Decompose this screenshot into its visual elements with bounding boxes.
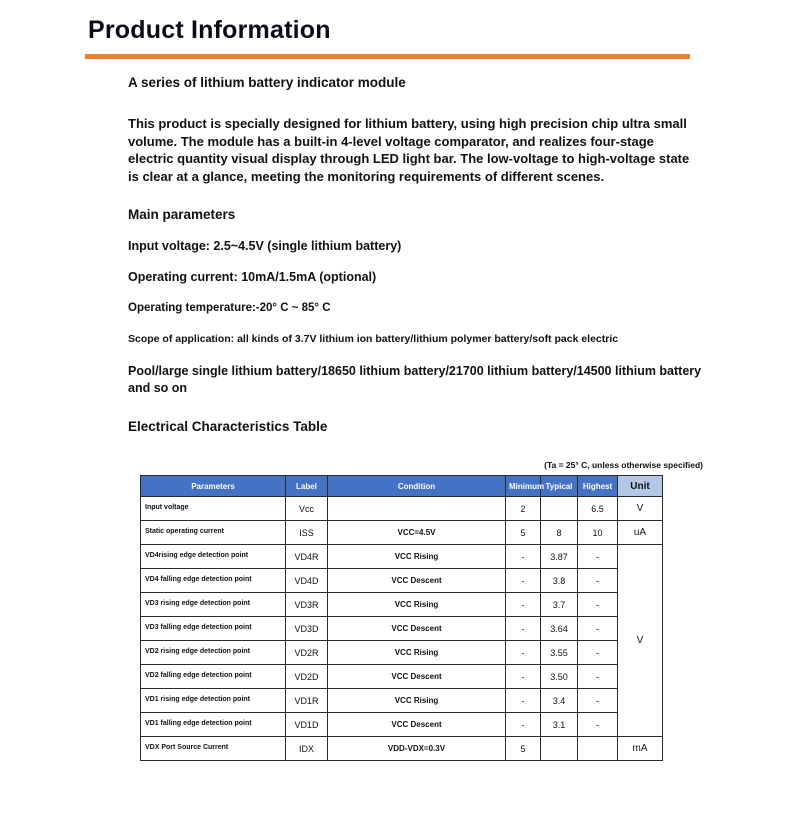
table-cell: VD2 rising edge detection point — [141, 641, 286, 665]
table-row — [141, 689, 663, 713]
table-cell: 6.5 — [578, 497, 618, 521]
table-row — [141, 665, 663, 689]
table-cell: VCC Descent — [328, 569, 506, 593]
table-cell: Input voltage — [141, 497, 286, 521]
table-cell: 8 — [541, 521, 578, 545]
table-cell: - — [506, 665, 541, 689]
product-description: This product is specially designed for lithium battery, using high precision chip ultra small volume. The module has a built-in 4-level voltage comparator, and realizes four-stage electric quantity visual display through LED light bar. The low-voltage to high-voltage state is clear at a glance, meeting the monitoring requirements of different scenes. — [128, 116, 690, 184]
header-highest: Highest — [578, 476, 618, 497]
table-row — [141, 521, 663, 545]
param-input-voltage: Input voltage: 2.5~4.5V (single lithium battery) — [128, 239, 402, 253]
table-cell: VD2 falling edge detection point — [141, 665, 286, 689]
table-cell: - — [578, 545, 618, 569]
table-cell: VD2R — [286, 641, 328, 665]
table-cell: mA — [618, 737, 663, 761]
table-cell: - — [578, 713, 618, 737]
table-cell: - — [506, 713, 541, 737]
table-cell: 2 — [506, 497, 541, 521]
table-cell: VCC=4.5V — [328, 521, 506, 545]
table-cell: - — [578, 569, 618, 593]
table-cell: - — [506, 641, 541, 665]
table-cell: 3.64 — [541, 617, 578, 641]
table-cell: - — [506, 689, 541, 713]
table-cell: VD3R — [286, 593, 328, 617]
electrical-characteristics-heading: Electrical Characteristics Table — [128, 419, 328, 434]
table-cell: - — [578, 617, 618, 641]
table-cell: VD3 falling edge detection point — [141, 617, 286, 641]
table-cell: VCC Rising — [328, 689, 506, 713]
table-row — [141, 641, 663, 665]
table-cell: 3.1 — [541, 713, 578, 737]
table-cell: IDX — [286, 737, 328, 761]
table-cell: 3.50 — [541, 665, 578, 689]
table-cell: VD2D — [286, 665, 328, 689]
product-subtitle: A series of lithium battery indicator module — [128, 75, 406, 90]
table-cell: VD4R — [286, 545, 328, 569]
table-row — [141, 545, 663, 569]
header-label: Label — [286, 476, 328, 497]
table-header-row — [141, 476, 663, 497]
header-typical: Typical — [541, 476, 578, 497]
table-cell: 3.87 — [541, 545, 578, 569]
table-cell — [541, 497, 578, 521]
table-cell — [578, 737, 618, 761]
table-cell: VD1D — [286, 713, 328, 737]
table-cell: 10 — [578, 521, 618, 545]
table-row — [141, 569, 663, 593]
page-title: Product Information — [88, 16, 331, 44]
table-cell: - — [506, 545, 541, 569]
table-cell: VD1 falling edge detection point — [141, 713, 286, 737]
table-cell: 3.55 — [541, 641, 578, 665]
table-cell: - — [578, 665, 618, 689]
param-battery-types: Pool/large single lithium battery/18650 lithium battery/21700 lithium battery/14500 lithium battery and so on — [128, 364, 702, 395]
header-parameters: Parameters — [141, 476, 286, 497]
table-cell: VD3 rising edge detection point — [141, 593, 286, 617]
table-cell: VD1R — [286, 689, 328, 713]
electrical-characteristics-table — [140, 475, 663, 761]
table-cell: V — [618, 497, 663, 521]
table-cell: - — [578, 593, 618, 617]
table-cell: VCC Rising — [328, 593, 506, 617]
table-cell: VD1 rising edge detection point — [141, 689, 286, 713]
param-scope-of-application: Scope of application: all kinds of 3.7V lithium ion battery/lithium polymer battery/soft pack electric — [128, 333, 619, 345]
table-cell: VCC Rising — [328, 641, 506, 665]
table-cell: uA — [618, 521, 663, 545]
table-condition-note: (Ta = 25° C, unless otherwise specified) — [544, 460, 703, 470]
table-cell: - — [506, 569, 541, 593]
title-underline-bar — [85, 54, 690, 59]
table-cell: V — [618, 545, 663, 737]
table-row — [141, 593, 663, 617]
table-cell: VD4 falling edge detection point — [141, 569, 286, 593]
param-operating-temperature: Operating temperature:-20° C ~ 85° C — [128, 302, 331, 314]
content-area — [128, 75, 703, 761]
table-cell: VCC Descent — [328, 665, 506, 689]
table-cell: VDX Port Source Current — [141, 737, 286, 761]
table-cell: VD3D — [286, 617, 328, 641]
param-operating-current: Operating current: 10mA/1.5mA (optional) — [128, 270, 377, 284]
table-cell: 3.7 — [541, 593, 578, 617]
table-row — [141, 497, 663, 521]
table-cell: 3.8 — [541, 569, 578, 593]
main-parameters-heading: Main parameters — [128, 207, 236, 222]
table-cell: - — [506, 593, 541, 617]
header-condition: Condition — [328, 476, 506, 497]
table-cell — [328, 497, 506, 521]
table-row — [141, 617, 663, 641]
table-cell: - — [506, 617, 541, 641]
table-cell: Vcc — [286, 497, 328, 521]
table-cell — [541, 737, 578, 761]
table-cell: VDD-VDX=0.3V — [328, 737, 506, 761]
table-cell: VCC Rising — [328, 545, 506, 569]
table-cell: 5 — [506, 521, 541, 545]
table-cell: ISS — [286, 521, 328, 545]
table-row — [141, 737, 663, 761]
table-cell: VCC Descent — [328, 617, 506, 641]
product-info-page — [0, 16, 800, 816]
table-cell: Static operating current — [141, 521, 286, 545]
table-cell: - — [578, 641, 618, 665]
table-cell: VCC Descent — [328, 713, 506, 737]
table-cell: - — [578, 689, 618, 713]
table-cell: 5 — [506, 737, 541, 761]
table-cell: VD4rising edge detection point — [141, 545, 286, 569]
header-minimum: Minimum — [506, 476, 541, 497]
table-cell: 3.4 — [541, 689, 578, 713]
table-cell: VD4D — [286, 569, 328, 593]
table-body — [141, 497, 663, 761]
header-unit: Unit — [618, 476, 663, 497]
table-row — [141, 713, 663, 737]
